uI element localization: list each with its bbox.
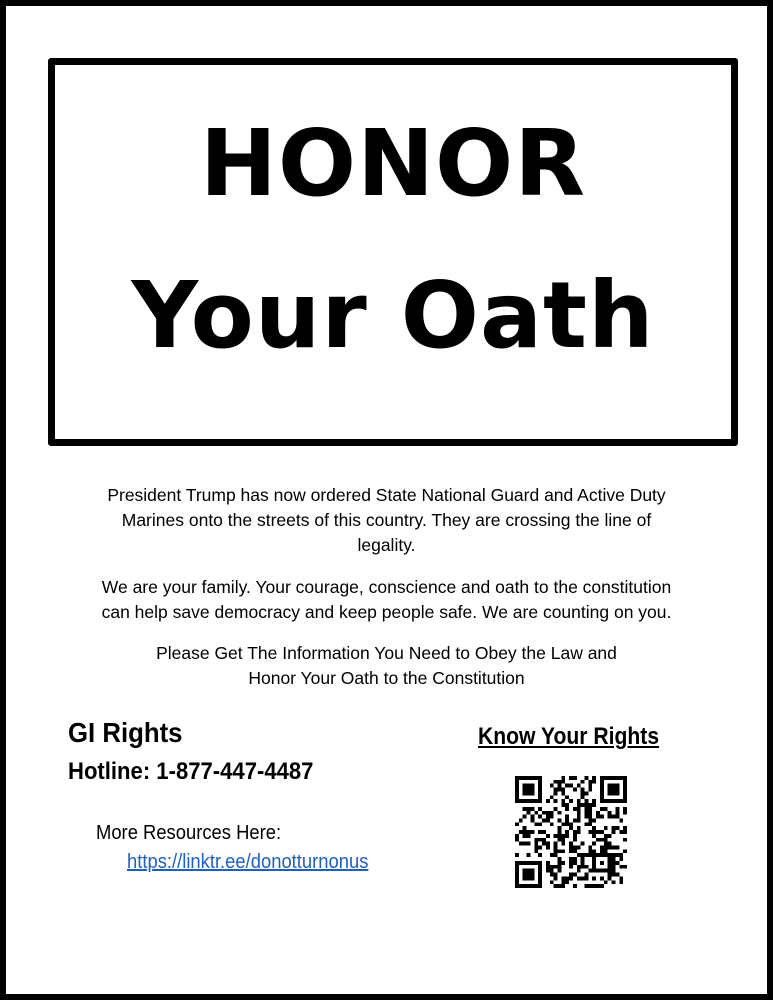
resources-link[interactable]: https://linktr.ee/donotturnonus xyxy=(127,851,369,873)
headline-line-2: Your Oath xyxy=(131,262,655,369)
gi-rights-hotline: Hotline: 1-877-447-4487 xyxy=(68,758,314,785)
paragraph-1-line: Marines onto the streets of this country. They are crossing the line of xyxy=(121,510,652,530)
qr-code-icon[interactable] xyxy=(515,776,627,888)
headline-line-1: HONOR xyxy=(199,110,587,217)
paragraph-3 xyxy=(60,641,713,691)
paragraph-2-line: can help save democracy and keep people safe. We are counting on you. xyxy=(101,602,672,622)
resources-label: More Resources Here: xyxy=(96,822,282,844)
paragraph-1 xyxy=(60,483,713,558)
paragraph-3-line: Please Get The Information You Need to Obey the Law and xyxy=(156,643,617,663)
paragraph-2-line: We are your family. Your courage, conscience and oath to the constitution xyxy=(101,577,672,597)
paragraph-1-line: legality. xyxy=(357,535,416,555)
gi-rights-title: GI Rights xyxy=(68,717,183,748)
headline-box xyxy=(48,58,738,446)
know-your-rights-heading: Know Your Rights xyxy=(478,723,660,750)
paragraph-3-line: Honor Your Oath to the Constitution xyxy=(248,668,525,688)
paragraph-1-line: President Trump has now ordered State National Guard and Active Duty xyxy=(107,485,666,505)
paragraph-2 xyxy=(60,575,713,625)
